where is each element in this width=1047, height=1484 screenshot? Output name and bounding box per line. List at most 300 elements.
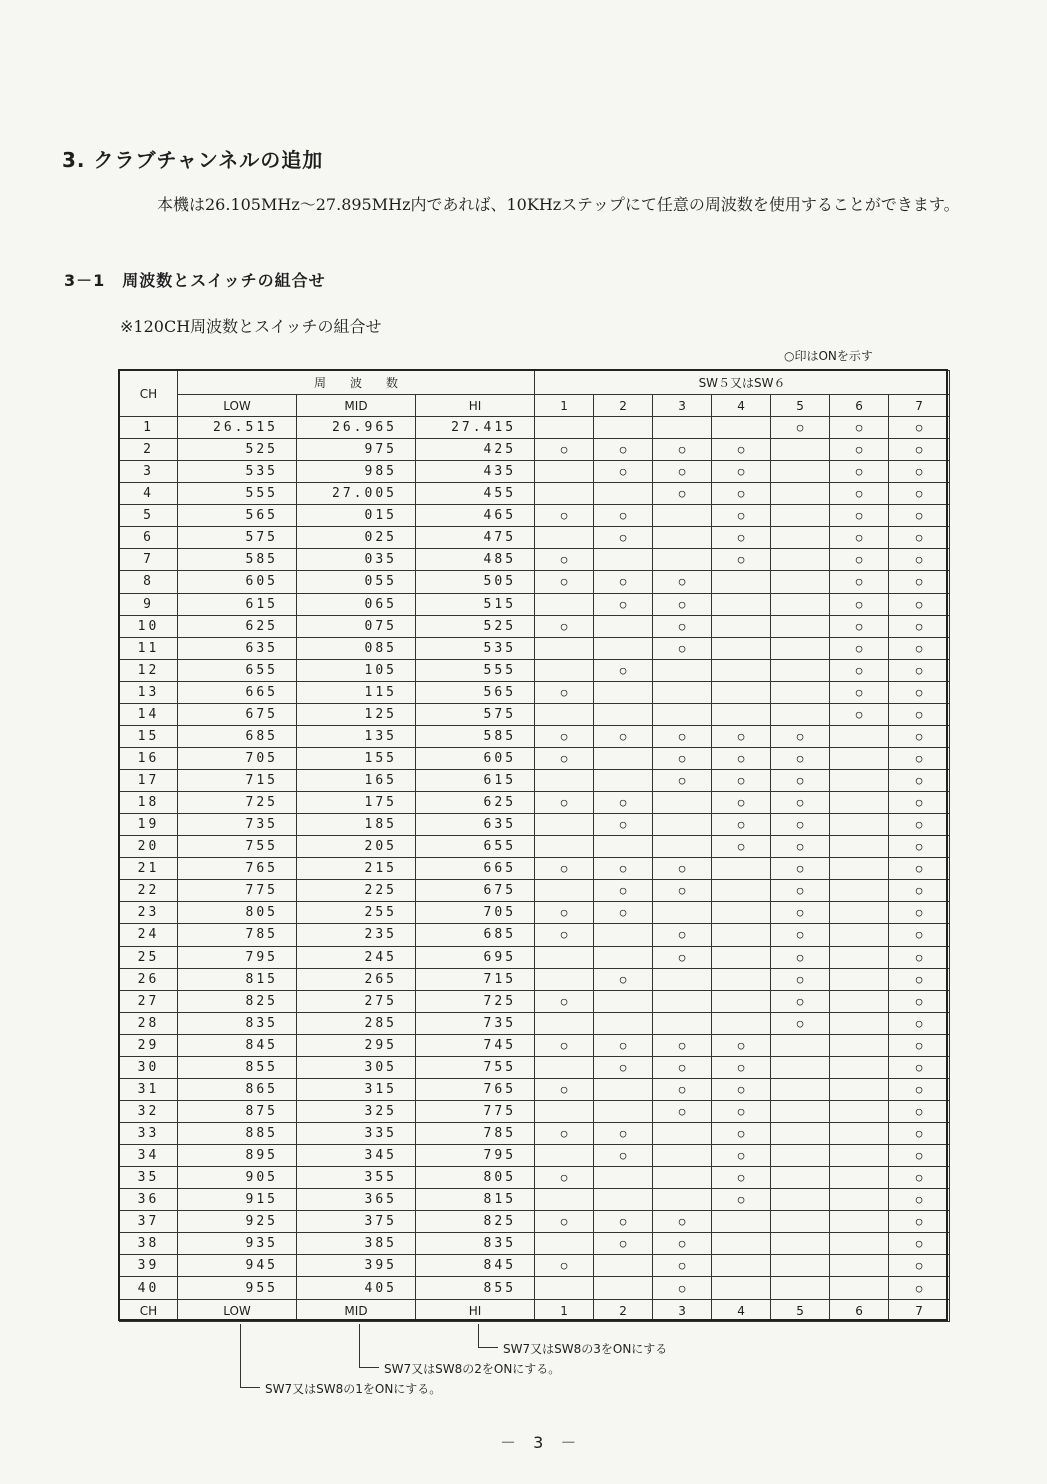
- switch-7-cell: ○: [889, 1034, 950, 1056]
- mid-cell: 025: [297, 527, 416, 549]
- hi-cell: 625: [416, 792, 535, 814]
- footer-switch-7: 7: [889, 1300, 950, 1322]
- switch-2-cell: ○: [594, 461, 653, 483]
- switch-1-cell: [535, 1012, 594, 1034]
- ch-cell: 14: [120, 703, 178, 725]
- switch-7-cell: ○: [889, 880, 950, 902]
- mid-cell: 345: [297, 1145, 416, 1167]
- switch-3-cell: ○: [653, 637, 712, 659]
- switch-4-cell: ○: [712, 527, 771, 549]
- mid-cell: 365: [297, 1189, 416, 1211]
- switch-7-cell: ○: [889, 483, 950, 505]
- switch-7-cell: ○: [889, 902, 950, 924]
- ch-cell: 39: [120, 1255, 178, 1277]
- switch-1-cell: ○: [535, 725, 594, 747]
- switch-6-cell: [830, 770, 889, 792]
- hi-cell: 505: [416, 571, 535, 593]
- hi-cell: 725: [416, 990, 535, 1012]
- ch-cell: 26: [120, 968, 178, 990]
- table-row: [120, 1100, 950, 1122]
- switch-6-cell: ○: [830, 571, 889, 593]
- ch-cell: 5: [120, 505, 178, 527]
- low-cell: 715: [178, 770, 297, 792]
- hi-cell: 555: [416, 659, 535, 681]
- switch-6-cell: ○: [830, 593, 889, 615]
- switch-4-cell: ○: [712, 814, 771, 836]
- hi-cell: 785: [416, 1123, 535, 1145]
- switch-7-cell: ○: [889, 549, 950, 571]
- switch-1-cell: ○: [535, 1255, 594, 1277]
- low-cell: 835: [178, 1012, 297, 1034]
- switch-5-cell: [771, 1056, 830, 1078]
- switch-2-cell: ○: [594, 725, 653, 747]
- mid-cell: 325: [297, 1100, 416, 1122]
- mid-cell: 27.005: [297, 483, 416, 505]
- switch-4-cell: [712, 615, 771, 637]
- mid-cell: 245: [297, 946, 416, 968]
- hi-cell: 565: [416, 681, 535, 703]
- switch-7-cell: ○: [889, 725, 950, 747]
- switch-2-header: 2: [594, 395, 653, 417]
- ch-cell: 38: [120, 1233, 178, 1255]
- ch-cell: 8: [120, 571, 178, 593]
- table-row: [120, 902, 950, 924]
- frequency-switch-table: [119, 370, 950, 1322]
- switch-5-cell: [771, 681, 830, 703]
- switch-1-cell: ○: [535, 615, 594, 637]
- switch-5-cell: ○: [771, 1012, 830, 1034]
- ch-cell: 34: [120, 1145, 178, 1167]
- switch-3-cell: ○: [653, 571, 712, 593]
- switch-3-cell: ○: [653, 747, 712, 769]
- switch-4-cell: [712, 1233, 771, 1255]
- switch-7-cell: ○: [889, 968, 950, 990]
- ch-cell: 19: [120, 814, 178, 836]
- ch-cell: 22: [120, 880, 178, 902]
- table-row: [120, 770, 950, 792]
- switch-3-cell: [653, 968, 712, 990]
- switch-6-cell: ○: [830, 659, 889, 681]
- mid-cell: 295: [297, 1034, 416, 1056]
- switch-3-cell: [653, 703, 712, 725]
- switch-7-cell: ○: [889, 1012, 950, 1034]
- mid-cell: 275: [297, 990, 416, 1012]
- footnote-low: SW7又はSW8の1をONにする。: [265, 1382, 442, 1396]
- table-row: [120, 461, 950, 483]
- mid-cell: 385: [297, 1233, 416, 1255]
- switch-1-cell: ○: [535, 439, 594, 461]
- switch-3-cell: [653, 549, 712, 571]
- switch-7-cell: ○: [889, 1233, 950, 1255]
- switch-1-cell: [535, 703, 594, 725]
- switch-1-cell: ○: [535, 549, 594, 571]
- switch-7-cell: ○: [889, 505, 950, 527]
- hi-cell: 655: [416, 836, 535, 858]
- switch-4-cell: ○: [712, 792, 771, 814]
- low-cell: 855: [178, 1056, 297, 1078]
- switch-5-cell: [771, 483, 830, 505]
- table-row: [120, 858, 950, 880]
- switch-1-cell: ○: [535, 571, 594, 593]
- low-cell: 665: [178, 681, 297, 703]
- low-cell: 725: [178, 792, 297, 814]
- switch-5-cell: [771, 439, 830, 461]
- switch-4-cell: [712, 571, 771, 593]
- switch-6-cell: [830, 1123, 889, 1145]
- table-row: [120, 659, 950, 681]
- low-connector-horizontal: [240, 1387, 260, 1388]
- low-cell: 805: [178, 902, 297, 924]
- table-row: [120, 968, 950, 990]
- switch-6-cell: ○: [830, 549, 889, 571]
- switch-5-cell: ○: [771, 902, 830, 924]
- low-cell: 735: [178, 814, 297, 836]
- switch-2-cell: [594, 770, 653, 792]
- switch-5-cell: [771, 505, 830, 527]
- switch-3-cell: ○: [653, 770, 712, 792]
- switch-3-cell: ○: [653, 1211, 712, 1233]
- switch-2-cell: [594, 1012, 653, 1034]
- table-row: [120, 681, 950, 703]
- footer-low: LOW: [178, 1300, 297, 1322]
- mid-cell: 055: [297, 571, 416, 593]
- switch-3-cell: ○: [653, 461, 712, 483]
- switch-2-cell: ○: [594, 659, 653, 681]
- table-row: [120, 924, 950, 946]
- low-cell: 775: [178, 880, 297, 902]
- switch-6-cell: [830, 792, 889, 814]
- low-cell: 755: [178, 836, 297, 858]
- switch-2-cell: ○: [594, 792, 653, 814]
- low-cell: 535: [178, 461, 297, 483]
- switch-7-cell: ○: [889, 417, 950, 439]
- hi-cell: 455: [416, 483, 535, 505]
- switch-2-cell: [594, 1078, 653, 1100]
- switch-1-cell: ○: [535, 505, 594, 527]
- ch-cell: 10: [120, 615, 178, 637]
- switch-7-cell: ○: [889, 1145, 950, 1167]
- switch-5-cell: ○: [771, 880, 830, 902]
- switch-4-cell: ○: [712, 1123, 771, 1145]
- switch-4-cell: [712, 1211, 771, 1233]
- switch-2-cell: ○: [594, 1233, 653, 1255]
- ch-cell: 28: [120, 1012, 178, 1034]
- table-row: [120, 946, 950, 968]
- switch-2-cell: ○: [594, 814, 653, 836]
- switch-1-cell: [535, 836, 594, 858]
- switch-7-cell: ○: [889, 637, 950, 659]
- ch-cell: 7: [120, 549, 178, 571]
- switch-1-cell: [535, 770, 594, 792]
- ch-cell: 37: [120, 1211, 178, 1233]
- mid-cell: 335: [297, 1123, 416, 1145]
- switch-3-cell: ○: [653, 483, 712, 505]
- switch-2-cell: [594, 946, 653, 968]
- switch-7-cell: ○: [889, 703, 950, 725]
- low-cell: 945: [178, 1255, 297, 1277]
- switch-7-cell: ○: [889, 1189, 950, 1211]
- switch-7-cell: ○: [889, 439, 950, 461]
- switch-1-cell: [535, 461, 594, 483]
- hi-cell: 675: [416, 880, 535, 902]
- switch-1-cell: ○: [535, 792, 594, 814]
- switch-4-cell: [712, 858, 771, 880]
- switch-4-cell: ○: [712, 1145, 771, 1167]
- table-row: [120, 1078, 950, 1100]
- mid-cell: 105: [297, 659, 416, 681]
- switch-3-cell: [653, 505, 712, 527]
- table-row: [120, 1056, 950, 1078]
- ch-cell: 18: [120, 792, 178, 814]
- switch-6-cell: [830, 968, 889, 990]
- mid-cell: 125: [297, 703, 416, 725]
- switch-4-cell: ○: [712, 461, 771, 483]
- switch-4-cell: [712, 681, 771, 703]
- frequency-header: 周 波 数: [178, 371, 535, 395]
- switch-3-cell: ○: [653, 1056, 712, 1078]
- hi-cell: 855: [416, 1277, 535, 1300]
- low-cell: 625: [178, 615, 297, 637]
- switch-2-cell: [594, 924, 653, 946]
- switch-6-cell: [830, 946, 889, 968]
- mid-cell: 375: [297, 1211, 416, 1233]
- switch-1-cell: [535, 417, 594, 439]
- switch-5-cell: [771, 1255, 830, 1277]
- switch-7-cell: ○: [889, 527, 950, 549]
- table-row: [120, 1012, 950, 1034]
- switch-4-cell: [712, 880, 771, 902]
- switch-6-cell: ○: [830, 505, 889, 527]
- switch-3-cell: [653, 792, 712, 814]
- switch-2-cell: [594, 637, 653, 659]
- hi-cell: 535: [416, 637, 535, 659]
- switch-4-cell: ○: [712, 1078, 771, 1100]
- low-cell: 845: [178, 1034, 297, 1056]
- switch-4-cell: [712, 417, 771, 439]
- switch-5-cell: [771, 615, 830, 637]
- low-cell: 705: [178, 747, 297, 769]
- low-cell: 955: [178, 1277, 297, 1300]
- switch-4-cell: ○: [712, 836, 771, 858]
- low-cell: 565: [178, 505, 297, 527]
- ch-cell: 31: [120, 1078, 178, 1100]
- switch-7-cell: ○: [889, 461, 950, 483]
- switch-4-cell: ○: [712, 439, 771, 461]
- switch-6-cell: ○: [830, 637, 889, 659]
- mid-cell: 185: [297, 814, 416, 836]
- ch-cell: 36: [120, 1189, 178, 1211]
- switch-2-cell: [594, 681, 653, 703]
- switch-4-cell: [712, 593, 771, 615]
- table-row: [120, 527, 950, 549]
- mid-cell: 015: [297, 505, 416, 527]
- switch-7-cell: ○: [889, 615, 950, 637]
- mid-cell: 085: [297, 637, 416, 659]
- mid-cell: 255: [297, 902, 416, 924]
- switch-2-cell: ○: [594, 571, 653, 593]
- switch-7-cell: ○: [889, 946, 950, 968]
- switch-2-cell: [594, 417, 653, 439]
- switch-3-cell: ○: [653, 924, 712, 946]
- intro-paragraph: 本機は26.105MHz～27.895MHz内であれば、10KHzステップにて任意の周波数を使用することができます。: [157, 195, 960, 214]
- table-row: [120, 792, 950, 814]
- switch-7-cell: ○: [889, 792, 950, 814]
- subsection-title: 3－1 周波数とスイッチの組合せ: [64, 271, 326, 290]
- hi-cell: 715: [416, 968, 535, 990]
- low-connector-vertical: [240, 1324, 241, 1388]
- switch-1-cell: [535, 880, 594, 902]
- switch-5-cell: [771, 1211, 830, 1233]
- switch-5-cell: ○: [771, 792, 830, 814]
- switch-4-cell: ○: [712, 770, 771, 792]
- switch-7-cell: ○: [889, 1078, 950, 1100]
- switch-2-cell: [594, 836, 653, 858]
- switch-7-cell: ○: [889, 814, 950, 836]
- table-row: [120, 880, 950, 902]
- switch-2-cell: [594, 615, 653, 637]
- table-row: [120, 836, 950, 858]
- switch-2-cell: [594, 747, 653, 769]
- switch-5-cell: [771, 1167, 830, 1189]
- switch-2-cell: [594, 1277, 653, 1300]
- switch-3-cell: [653, 417, 712, 439]
- switch-1-cell: [535, 1277, 594, 1300]
- switch-2-cell: ○: [594, 1034, 653, 1056]
- table-row: [120, 703, 950, 725]
- footer-switch-2: 2: [594, 1300, 653, 1322]
- mid-cell: 225: [297, 880, 416, 902]
- footer-switch-5: 5: [771, 1300, 830, 1322]
- switch-2-cell: [594, 703, 653, 725]
- switch-2-cell: ○: [594, 1123, 653, 1145]
- low-cell: 655: [178, 659, 297, 681]
- table-row: [120, 1211, 950, 1233]
- low-cell: 675: [178, 703, 297, 725]
- switch-3-cell: [653, 1145, 712, 1167]
- mid-cell: 035: [297, 549, 416, 571]
- hi-cell: 605: [416, 747, 535, 769]
- mid-cell: 405: [297, 1277, 416, 1300]
- ch-header: CH: [120, 371, 178, 417]
- switch-6-cell: [830, 1189, 889, 1211]
- switch-5-cell: ○: [771, 417, 830, 439]
- table-row: [120, 571, 950, 593]
- switch-7-cell: ○: [889, 571, 950, 593]
- low-cell: 815: [178, 968, 297, 990]
- table-row: [120, 1123, 950, 1145]
- hi-cell: 615: [416, 770, 535, 792]
- hi-cell: 735: [416, 1012, 535, 1034]
- hi-cell: 685: [416, 924, 535, 946]
- hi-cell: 475: [416, 527, 535, 549]
- low-cell: 825: [178, 990, 297, 1012]
- switch-3-cell: [653, 814, 712, 836]
- ch-cell: 40: [120, 1277, 178, 1300]
- switch-5-cell: ○: [771, 814, 830, 836]
- switch-4-cell: [712, 703, 771, 725]
- switch-3-cell: ○: [653, 858, 712, 880]
- switch-1-cell: ○: [535, 747, 594, 769]
- switch-1-cell: ○: [535, 1123, 594, 1145]
- switch-1-cell: [535, 483, 594, 505]
- section-title: 3. クラブチャンネルの追加: [62, 148, 324, 172]
- ch-cell: 4: [120, 483, 178, 505]
- mid-cell: 985: [297, 461, 416, 483]
- switch-5-cell: [771, 1100, 830, 1122]
- ch-cell: 17: [120, 770, 178, 792]
- switch-2-cell: ○: [594, 1145, 653, 1167]
- ch-cell: 30: [120, 1056, 178, 1078]
- switch-6-cell: ○: [830, 439, 889, 461]
- switch-5-cell: ○: [771, 924, 830, 946]
- switch-1-cell: [535, 946, 594, 968]
- table-row: [120, 1189, 950, 1211]
- low-cell: 555: [178, 483, 297, 505]
- switch-1-cell: ○: [535, 681, 594, 703]
- table-row: [120, 593, 950, 615]
- switch-3-cell: ○: [653, 439, 712, 461]
- table-row: [120, 505, 950, 527]
- switch-3-cell: ○: [653, 1277, 712, 1300]
- footer-hi: HI: [416, 1300, 535, 1322]
- mid-column-header: MID: [297, 395, 416, 417]
- switch-6-cell: [830, 1233, 889, 1255]
- low-cell: 765: [178, 858, 297, 880]
- footnote-hi: SW7又はSW8の3をONにする: [503, 1342, 668, 1356]
- switch-5-cell: [771, 1277, 830, 1300]
- ch-cell: 27: [120, 990, 178, 1012]
- low-cell: 635: [178, 637, 297, 659]
- low-cell: 525: [178, 439, 297, 461]
- mid-cell: 26.965: [297, 417, 416, 439]
- switch-6-cell: [830, 858, 889, 880]
- ch-cell: 25: [120, 946, 178, 968]
- switch-6-cell: [830, 747, 889, 769]
- switch-7-cell: ○: [889, 1167, 950, 1189]
- mid-cell: 235: [297, 924, 416, 946]
- switch-5-cell: [771, 1034, 830, 1056]
- mid-cell: 285: [297, 1012, 416, 1034]
- switch-1-cell: ○: [535, 924, 594, 946]
- switch-5-cell: [771, 527, 830, 549]
- switch-6-cell: ○: [830, 461, 889, 483]
- switch-4-cell: ○: [712, 725, 771, 747]
- switch-3-cell: ○: [653, 615, 712, 637]
- switch-6-cell: [830, 990, 889, 1012]
- switch-6-cell: [830, 1167, 889, 1189]
- switch-6-cell: [830, 1012, 889, 1034]
- mid-cell: 355: [297, 1167, 416, 1189]
- switch-5-cell: [771, 1078, 830, 1100]
- table-body: [120, 417, 950, 1300]
- switch-6-cell: [830, 1100, 889, 1122]
- switch-1-cell: [535, 1056, 594, 1078]
- switch-2-cell: ○: [594, 902, 653, 924]
- switch-3-cell: ○: [653, 946, 712, 968]
- low-cell: 935: [178, 1233, 297, 1255]
- ch-cell: 11: [120, 637, 178, 659]
- mid-cell: 395: [297, 1255, 416, 1277]
- hi-cell: 435: [416, 461, 535, 483]
- switch-6-cell: [830, 924, 889, 946]
- hi-cell: 805: [416, 1167, 535, 1189]
- hi-cell: 815: [416, 1189, 535, 1211]
- hi-cell: 845: [416, 1255, 535, 1277]
- switch-7-cell: ○: [889, 836, 950, 858]
- switch-5-cell: [771, 461, 830, 483]
- low-cell: 26.515: [178, 417, 297, 439]
- switch-2-cell: ○: [594, 880, 653, 902]
